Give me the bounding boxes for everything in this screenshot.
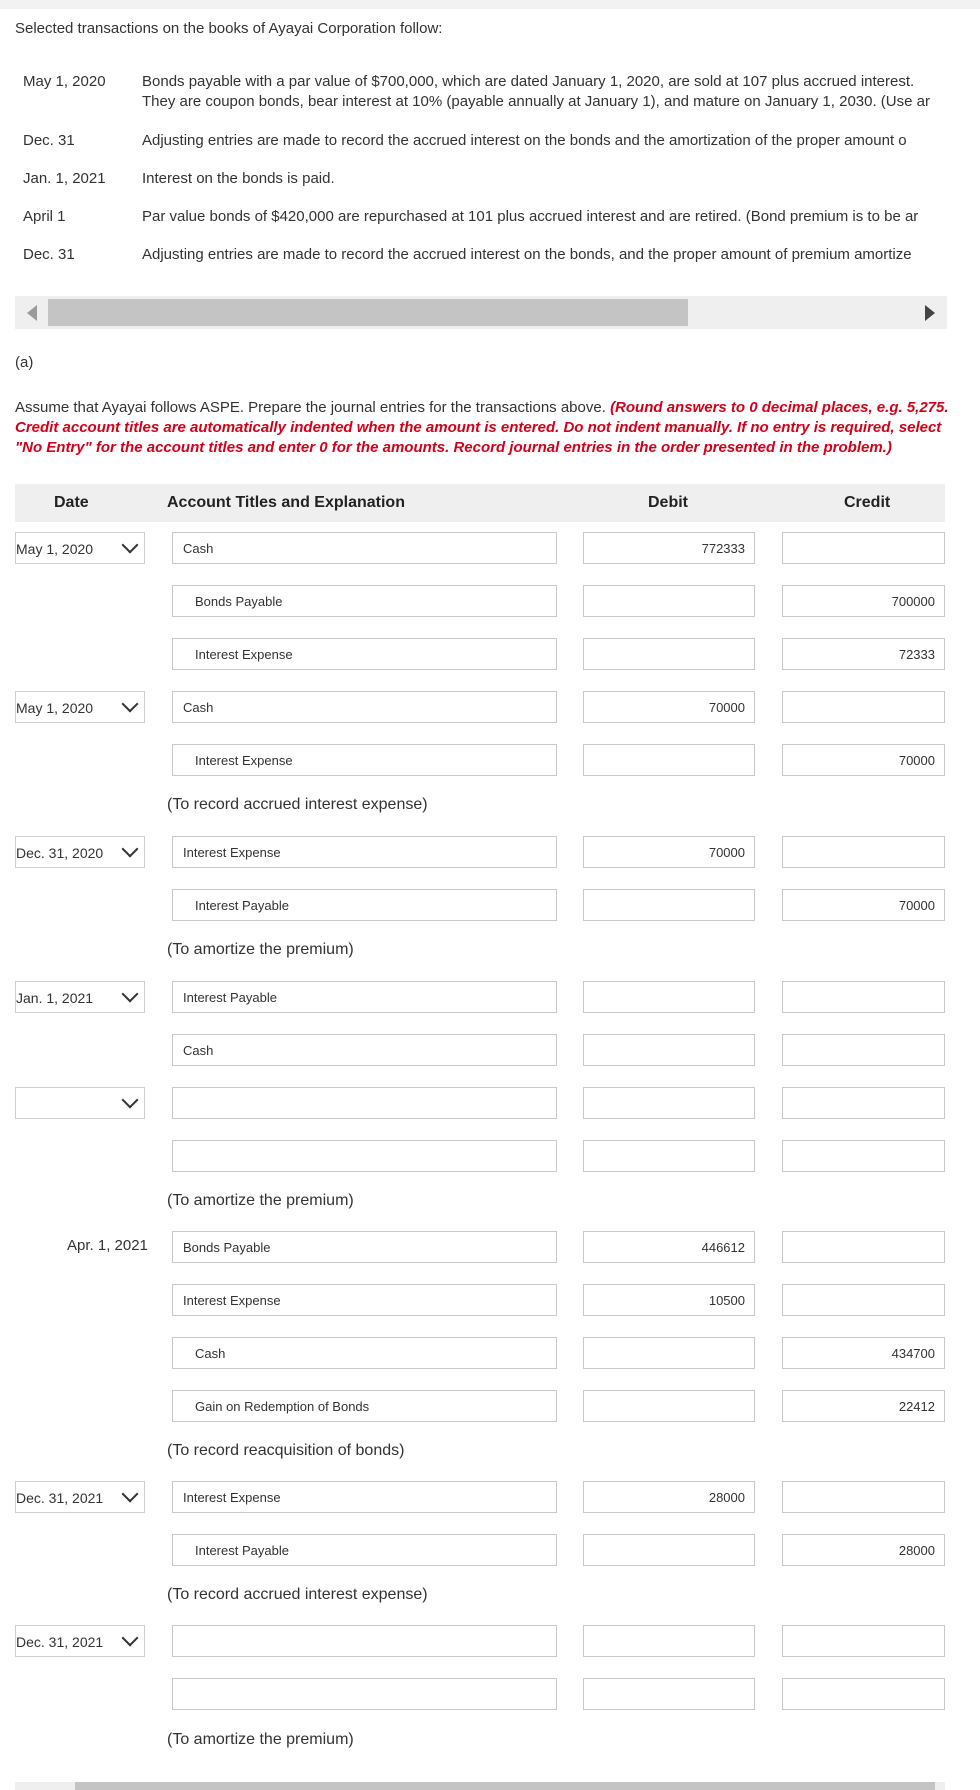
- chevron-down-icon: [122, 841, 139, 858]
- scrollbar-thumb[interactable]: [48, 299, 688, 326]
- credit-input[interactable]: [782, 1034, 945, 1066]
- entry-memo: (To amortize the premium): [167, 1731, 354, 1748]
- credit-input[interactable]: 22412: [782, 1390, 945, 1422]
- debit-input[interactable]: [583, 585, 755, 617]
- account-title-input[interactable]: [172, 1087, 557, 1119]
- account-title-input[interactable]: Interest Expense: [172, 836, 557, 868]
- journal-table-header: [15, 484, 945, 522]
- transaction-date: Dec. 31: [23, 246, 75, 263]
- transaction-text: Bonds payable with a par value of $700,000, which are dated January 1, 2020, are sold at 107 plus accrued interest.: [142, 73, 915, 90]
- account-title-input[interactable]: Cash: [172, 1034, 557, 1066]
- instructions-plain: Assume that Ayayai follows ASPE. Prepare the journal entries for the transactions above.: [15, 399, 611, 416]
- date-select[interactable]: Dec. 31, 2020: [15, 836, 145, 868]
- account-title-input[interactable]: Cash: [172, 691, 557, 723]
- debit-input[interactable]: [583, 744, 755, 776]
- credit-input[interactable]: [782, 691, 945, 723]
- transaction-text: Adjusting entries are made to record the accrued interest on the bonds, and the proper amount of premium amortize: [142, 246, 912, 263]
- date-select[interactable]: May 1, 2020: [15, 532, 145, 564]
- transaction-date: Dec. 31: [23, 132, 75, 149]
- debit-input[interactable]: [583, 889, 755, 921]
- transaction-text: They are coupon bonds, bear interest at 10% (payable annually at January 1), and mature on January 1, 2030. (Use ar: [142, 93, 930, 110]
- scroll-left-icon[interactable]: [27, 305, 37, 321]
- credit-input[interactable]: [782, 1231, 945, 1263]
- credit-input[interactable]: 28000: [782, 1534, 945, 1566]
- credit-input[interactable]: [782, 1625, 945, 1657]
- credit-input[interactable]: 70000: [782, 889, 945, 921]
- entry-memo: (To record accrued interest expense): [167, 796, 428, 813]
- debit-input[interactable]: [583, 1087, 755, 1119]
- entry-memo: (To amortize the premium): [167, 941, 354, 958]
- account-title-input[interactable]: Gain on Redemption of Bonds: [172, 1390, 557, 1422]
- credit-input[interactable]: [782, 1087, 945, 1119]
- part-label: (a): [15, 354, 34, 371]
- account-title-input[interactable]: [172, 1678, 557, 1710]
- chevron-down-icon: [122, 1092, 139, 1109]
- date-select[interactable]: Jan. 1, 2021: [15, 981, 145, 1013]
- instructions-note: (Round answers to 0 decimal places, e.g. 5,275. Credit account titles are automatically indented when the amount is entered. Do not indent manually. If no entry is required, select "No Entry" for the account titles and enter 0 for the amounts. Record journal entries in the order presented in the problem.): [15, 399, 949, 456]
- debit-input[interactable]: [583, 1034, 755, 1066]
- credit-input[interactable]: [782, 836, 945, 868]
- account-title-input[interactable]: Interest Expense: [172, 1284, 557, 1316]
- credit-input[interactable]: [782, 1284, 945, 1316]
- date-select[interactable]: Dec. 31, 2021: [15, 1481, 145, 1513]
- problem-intro: Selected transactions on the books of Ayayai Corporation follow:: [15, 20, 443, 37]
- debit-input[interactable]: [583, 1534, 755, 1566]
- transaction-date: April 1: [23, 208, 66, 225]
- account-title-input[interactable]: Bonds Payable: [172, 1231, 557, 1263]
- chevron-down-icon: [122, 696, 139, 713]
- credit-input[interactable]: 70000: [782, 744, 945, 776]
- entry-date: Apr. 1, 2021: [67, 1237, 148, 1254]
- debit-header: Debit: [648, 494, 688, 511]
- bottom-scrollbar[interactable]: [15, 1782, 945, 1790]
- chevron-down-icon: [122, 1486, 139, 1503]
- credit-input[interactable]: [782, 981, 945, 1013]
- credit-input[interactable]: [782, 532, 945, 564]
- account-title-input[interactable]: [172, 1140, 557, 1172]
- debit-input[interactable]: 70000: [583, 691, 755, 723]
- account-title-input[interactable]: Interest Expense: [172, 1481, 557, 1513]
- entry-memo: (To record reacquisition of bonds): [167, 1442, 405, 1459]
- top-bar: [0, 0, 980, 9]
- horizontal-scrollbar[interactable]: [15, 296, 947, 329]
- scrollbar-thumb[interactable]: [75, 1782, 935, 1790]
- date-select[interactable]: [15, 1087, 145, 1119]
- debit-input[interactable]: [583, 1337, 755, 1369]
- chevron-down-icon: [122, 1630, 139, 1647]
- account-title-input[interactable]: [172, 1625, 557, 1657]
- chevron-down-icon: [122, 986, 139, 1003]
- transaction-date: May 1, 2020: [23, 73, 106, 90]
- debit-input[interactable]: [583, 1625, 755, 1657]
- credit-input[interactable]: 700000: [782, 585, 945, 617]
- credit-input[interactable]: [782, 1481, 945, 1513]
- account-header: Account Titles and Explanation: [167, 494, 405, 511]
- date-header: Date: [54, 494, 89, 511]
- account-title-input[interactable]: Interest Payable: [172, 981, 557, 1013]
- date-select[interactable]: May 1, 2020: [15, 691, 145, 723]
- scroll-right-icon[interactable]: [925, 305, 935, 321]
- debit-input[interactable]: [583, 1140, 755, 1172]
- account-title-input[interactable]: Cash: [172, 532, 557, 564]
- account-title-input[interactable]: Interest Expense: [172, 744, 557, 776]
- transaction-date: Jan. 1, 2021: [23, 170, 106, 187]
- credit-input[interactable]: [782, 1678, 945, 1710]
- date-select[interactable]: Dec. 31, 2021: [15, 1625, 145, 1657]
- credit-input[interactable]: [782, 1140, 945, 1172]
- debit-input[interactable]: 10500: [583, 1284, 755, 1316]
- transaction-text: Adjusting entries are made to record the accrued interest on the bonds and the amortization of the proper amount o: [142, 132, 907, 149]
- debit-input[interactable]: 772333: [583, 532, 755, 564]
- account-title-input[interactable]: Interest Expense: [172, 638, 557, 670]
- transaction-text: Par value bonds of $420,000 are repurchased at 101 plus accrued interest and are retired. (Bond premium is to be ar: [142, 208, 919, 225]
- entry-memo: (To amortize the premium): [167, 1192, 354, 1209]
- debit-input[interactable]: 446612: [583, 1231, 755, 1263]
- debit-input[interactable]: [583, 1390, 755, 1422]
- chevron-down-icon: [122, 537, 139, 554]
- account-title-input[interactable]: Interest Payable: [172, 889, 557, 921]
- account-title-input[interactable]: Cash: [172, 1337, 557, 1369]
- debit-input[interactable]: 70000: [583, 836, 755, 868]
- account-title-input[interactable]: Interest Payable: [172, 1534, 557, 1566]
- debit-input[interactable]: [583, 981, 755, 1013]
- credit-input[interactable]: 434700: [782, 1337, 945, 1369]
- credit-header: Credit: [844, 494, 891, 511]
- credit-input[interactable]: 72333: [782, 638, 945, 670]
- instructions: [15, 398, 960, 458]
- debit-input[interactable]: 28000: [583, 1481, 755, 1513]
- entry-memo: (To record accrued interest expense): [167, 1586, 428, 1603]
- debit-input[interactable]: [583, 1678, 755, 1710]
- transaction-text: Interest on the bonds is paid.: [142, 170, 335, 187]
- debit-input[interactable]: [583, 638, 755, 670]
- account-title-input[interactable]: Bonds Payable: [172, 585, 557, 617]
